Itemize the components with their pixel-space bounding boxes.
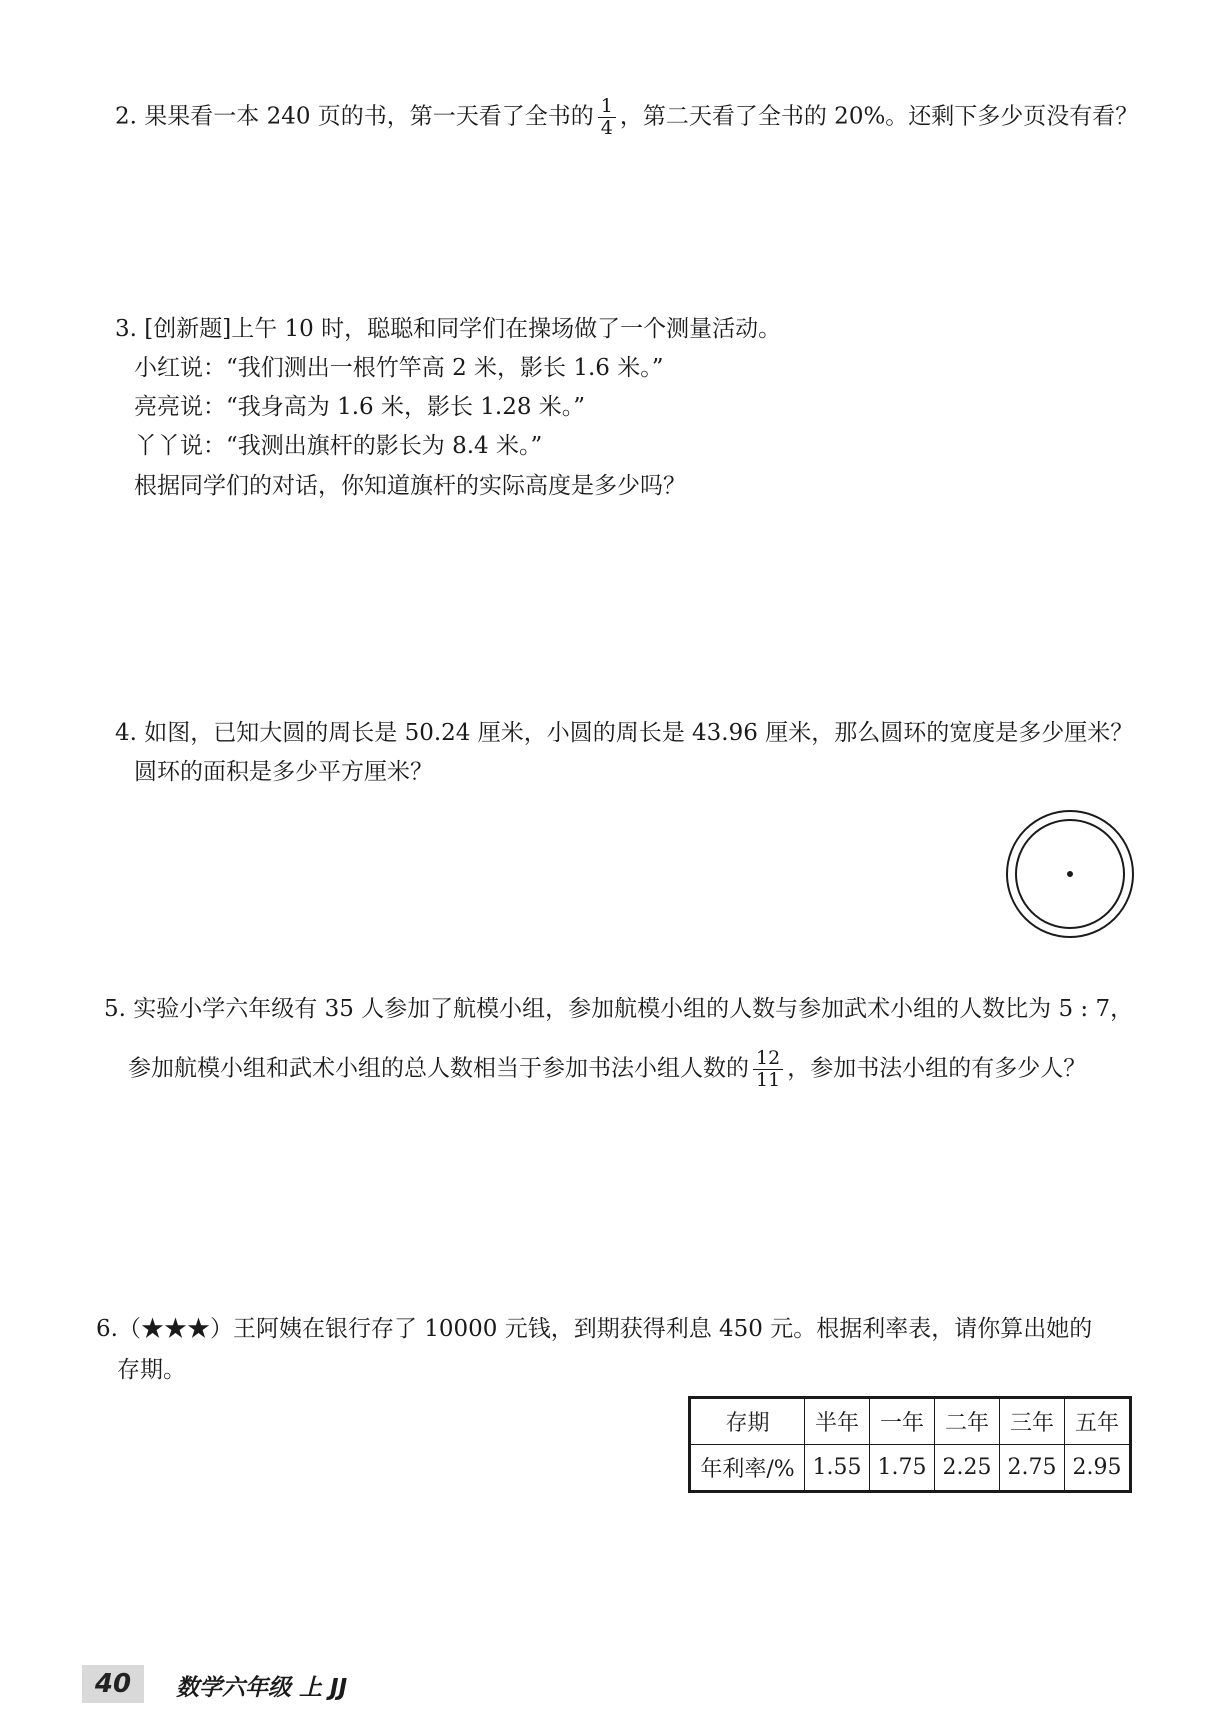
question-3-line-1: 3. [创新题]上午 10 时，聪聪和同学们在操场做了一个测量活动。 (115, 316, 782, 342)
question-4-line-2: 圆环的面积是多少平方厘米？ (134, 759, 433, 785)
question-6-line-2: 存期。 (117, 1357, 186, 1383)
question-4-line-1: 4. 如图，已知大圆的周长是 50.24 厘米，小圆的周长是 43.96 厘米，那么圆环的宽度是多少厘米？ (115, 720, 1134, 746)
rate-cell: 2.75 (1000, 1445, 1065, 1492)
rate-cell: 2.95 (1065, 1445, 1131, 1492)
fraction-one-quarter (598, 96, 616, 139)
period-cell: 二年 (935, 1398, 1000, 1445)
center-dot (1067, 871, 1073, 877)
question-2 (115, 96, 1138, 139)
question-5-text-b: ，参加书法小组的有多少人？ (787, 1055, 1087, 1082)
interest-rate-table (688, 1396, 1132, 1493)
question-5-text-a: 参加航模小组和武术小组的总人数相当于参加书法小组人数的 (128, 1055, 749, 1082)
period-cell: 五年 (1065, 1398, 1131, 1445)
period-cell: 三年 (1000, 1398, 1065, 1445)
period-cell: 半年 (805, 1398, 870, 1445)
page-number: 40 (82, 1665, 144, 1703)
table-header-label: 存期 (690, 1398, 805, 1445)
table-rate-row (690, 1445, 1131, 1492)
book-subject: 数学六年级 上 JJ (176, 1675, 348, 1701)
rate-cell: 2.25 (935, 1445, 1000, 1492)
rate-cell: 1.55 (805, 1445, 870, 1492)
question-3-line-2: 小红说：“我们测出一根竹竿高 2 米，影长 1.6 米。” (134, 355, 664, 381)
question-6-line-1: 6.（★★★）王阿姨在银行存了 10000 元钱，到期获得利息 450 元。根据利率表，请你算出她的 (96, 1316, 1093, 1342)
fraction-numerator: 1 (598, 96, 616, 118)
period-cell: 一年 (870, 1398, 935, 1445)
table-row-label: 年利率/% (690, 1445, 805, 1492)
question-3-line-5: 根据同学们的对话，你知道旗杆的实际高度是多少吗？ (134, 473, 686, 499)
fraction-numerator: 12 (753, 1048, 783, 1070)
fraction-denominator: 4 (600, 117, 613, 139)
rate-cell: 1.75 (870, 1445, 935, 1492)
question-5-line-2 (128, 1048, 1086, 1091)
question-5-line-1: 5. 实验小学六年级有 35 人参加了航模小组，参加航模小组的人数与参加武术小组的人数比为 5 : 7， (104, 996, 1134, 1022)
question-2-text-b: ，第二天看了全书的 20%。还剩下多少页没有看？ (619, 103, 1139, 130)
fraction-twelve-elevenths (753, 1048, 783, 1091)
ring-figure (1000, 804, 1140, 944)
question-2-text-a: 2. 果果看一本 240 页的书，第一天看了全书的 (115, 103, 594, 130)
question-3-line-3: 亮亮说：“我身高为 1.6 米，影长 1.28 米。” (134, 394, 586, 420)
question-3-line-4: 丫丫说：“我测出旗杆的影长为 8.4 米。” (134, 433, 543, 459)
fraction-denominator: 11 (756, 1069, 781, 1091)
table-header-row (690, 1398, 1131, 1445)
